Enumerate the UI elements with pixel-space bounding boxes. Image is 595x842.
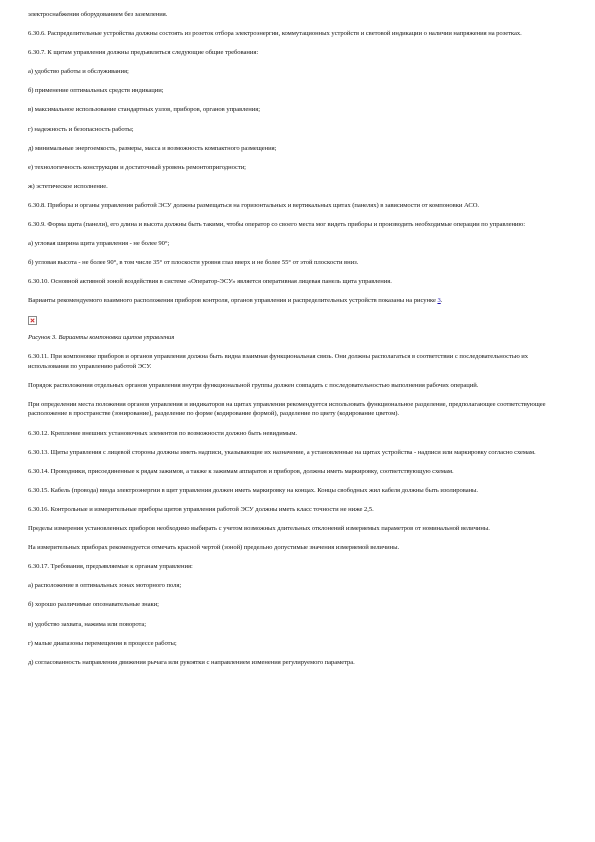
paragraph-6-30-8: 6.30.8. Приборы и органы управления работой ЭСУ должны размещаться на горизонтальных и вертикальных щитах (панелях) в зависимости от компоновки АСО. [28, 201, 480, 209]
paragraph-6-30-14: 6.30.14. Проводники, присоединенные к рядам зажимов, а также к зажимам аппаратов и приборов, должны иметь маркировку, соответствующую схемам. [28, 467, 454, 475]
list2-item-b: б) угловая высота - не более 90°, в том числе 35° от плоскости уровня глаз вверх и не более 55° от этой плоскости вниз. [28, 259, 359, 267]
list1-item-zh: ж) эстетическое исполнение. [28, 182, 108, 190]
list1-item-d: д) минимальные энергоемкость, размеры, масса и возможность компактного размещения; [28, 144, 277, 152]
text-line-top: электроснабжения оборудованием без заземления. [28, 11, 168, 18]
list2-item-a: а) угловая ширина щита управления - не более 90°; [28, 240, 170, 248]
paragraph-6-30-7: 6.30.7. К щитам управления должны предъявляться следующие общие требования: [28, 49, 259, 57]
list3-item-a: а) расположение в оптимальных зонах моторного поля; [28, 582, 182, 590]
figure-caption: Рисунок 3. Варианты компоновки щитов управления [28, 334, 175, 341]
figure-3-link[interactable]: 3 [437, 297, 441, 305]
paragraph-variants [28, 296, 568, 306]
document-page [28, 10, 568, 667]
paragraph-limits: Пределы измерения установленных приборов необходимо выбирать с учетом возможных длительных отклонений измеряемых параметров от номинальной величины. [28, 525, 490, 533]
paragraph-6-30-9: 6.30.9. Форма щита (панели), его длина и высота должны быть такими, чтобы оператор со своего места мог видеть приборы и производить необходимые операции по управлению: [28, 221, 526, 229]
paragraph-6-30-13: 6.30.13. Щиты управления с лицевой стороны должны иметь надписи, указывающие их назначение, а установленные на щитах устройства - надписи или маркировку согласно схемам. [28, 448, 536, 456]
list1-item-b: б) применение оптимальных средств индикации; [28, 87, 164, 95]
paragraph-6-30-12: 6.30.12. Крепление внешних установочных элементов по возможности должно быть невидимым. [28, 429, 297, 437]
list3-item-d: д) согласованность направления движения рычага или рукоятки с направлением изменения регулируемого параметра. [28, 658, 355, 666]
list1-item-v: в) максимальное использование стандартных узлов, приборов, органов управления; [28, 106, 260, 114]
paragraph-6-30-16: 6.30.16. Контрольные и измерительные приборы щитов управления работой ЭСУ должны иметь класс точности не ниже 2,5. [28, 505, 374, 513]
list3-item-b: б) хорошо различимые опознавательные знаки; [28, 601, 159, 609]
paragraph-variants-text: Варианты рекомендуемого взаимного расположения приборов контроля, органов управления и распределительных устройств показаны на рисунке [28, 297, 436, 305]
paragraph-6-30-17: 6.30.17. Требования, предъявляемые к органам управления: [28, 563, 193, 571]
list1-item-g: г) надежность и безопасность работы; [28, 125, 134, 133]
paragraph-6-30-11: 6.30.11. При компоновке приборов и органов управления должна быть видна взаимная функциональная связь. Они должны располагаться в соответствии с последовательностью их использования по управлению работой ЭСУ. [28, 353, 529, 370]
paragraph-order: Порядок расположения отдельных органов управления внутри функциональной группы должен совпадать с последовательностью выполнения рабочих операций. [28, 381, 479, 389]
list3-item-v: в) удобство захвата, нажима или поворота; [28, 620, 147, 628]
paragraph-6-30-10: 6.30.10. Основной активной зоной воздействия в системе «Оператор-ЭСУ» является оперативная лицевая панель щита управления. [28, 278, 392, 286]
paragraph-coding: При определении места положения органов управления и индикаторов на щитах управления рекомендуется использовать функциональное разделение, предполагающее соответствующее расположение в пространстве (зонирование), разделение по форме (кодирование формой), разделение по цвету (кодирование цветом). [28, 400, 546, 418]
paragraph-redline: На измерительных приборах рекомендуется отмечать красной чертой (зоной) предельно допустимые значения измеряемой величины. [28, 544, 400, 552]
list1-item-e: е) технологичность конструкции и достаточный уровень ремонтопригодности; [28, 163, 246, 171]
broken-image-icon[interactable] [28, 316, 37, 325]
paragraph-variants-end: . [440, 297, 443, 305]
paragraph-6-30-15: 6.30.15. Кабель (провода) ввода электроэнергии в щит управления должен иметь маркировку на концах. Концы свободных жил кабеля должны быть изолированы. [28, 486, 479, 494]
list3-item-g: г) малые диапазоны перемещения в процессе работы; [28, 639, 177, 647]
list1-item-a: а) удобство работы и обслуживания; [28, 68, 129, 76]
paragraph-6-30-6: 6.30.6. Распределительные устройства должны состоять из розеток отбора электроэнергии, коммутационных устройств и световой индикации о наличии напряжения на розетках. [28, 30, 522, 38]
